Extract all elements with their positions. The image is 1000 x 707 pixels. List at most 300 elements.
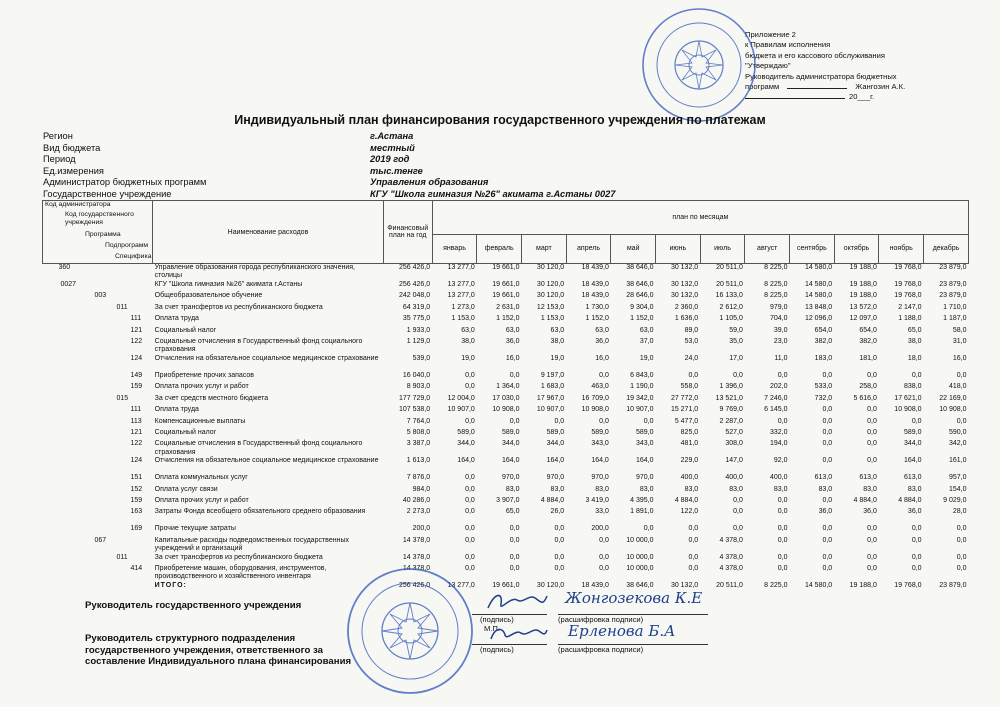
month-header: ноябрь: [879, 234, 924, 263]
month-value-cell: 18 439,0: [581, 264, 609, 271]
row-code: [43, 355, 153, 372]
row-code: [43, 457, 153, 474]
month-value-cell: 18 439,0: [581, 292, 609, 300]
page-title: Индивидуальный план финансирования государственного учреждения по платежам: [234, 113, 766, 127]
annual-total-cell: 3 387,0: [406, 440, 431, 448]
approval-line: Приложение 2: [745, 30, 796, 39]
month-value-cell: 1 891,0: [630, 508, 654, 516]
table-row: [43, 486, 969, 497]
month-value-cell: 19 188,0: [849, 292, 877, 300]
annual-total-cell: 7 876,0: [406, 474, 431, 482]
row-code: [43, 281, 153, 292]
expense-name: Капитальные расходы подведомственных государственных учреждений и организаций: [154, 536, 349, 553]
month-value-cell: 13 521,0: [715, 394, 743, 402]
month-value-cell: 0,0: [465, 383, 475, 391]
row-code: [43, 406, 153, 417]
annual-total-cell: 7 764,0: [406, 417, 431, 425]
month-value-cell: 0,0: [777, 525, 788, 533]
month-value-cell: 0,0: [867, 565, 877, 573]
month-value-cell: 36,0: [505, 337, 520, 345]
month-value-cell: 19 188,0: [849, 281, 877, 288]
month-value-cell: 0,0: [822, 525, 833, 533]
month-value-cell: 63,0: [461, 326, 475, 334]
month-value-cell: 30 132,0: [670, 281, 699, 288]
table-row: [43, 406, 969, 417]
month-value-cell: 13 848,0: [804, 303, 833, 311]
month-value-cell: 0,0: [822, 440, 833, 448]
row-code: [43, 264, 153, 282]
month-value-cell: 19 661,0: [492, 281, 520, 288]
month-value-cell: 308,0: [725, 440, 743, 448]
month-value-cell: 0,0: [777, 508, 788, 516]
row-code: [43, 429, 153, 440]
table-row: [43, 264, 969, 282]
total-month-cell: 14 580,0: [804, 582, 833, 590]
month-value-cell: 14 580,0: [804, 264, 833, 271]
month-value-cell: 6 145,0: [764, 406, 788, 414]
annual-total-cell: 107 538,0: [399, 406, 431, 414]
month-value-cell: 13 572,0: [849, 303, 877, 311]
code-header: [43, 201, 153, 264]
month-value-cell: 1 187,0: [943, 315, 967, 323]
expense-name: За счет трансфертов из республиканского бюджета: [154, 553, 323, 561]
month-value-cell: 24,0: [684, 354, 699, 362]
expense-name: Затраты Фонда всеобщего обязательного среднего образования: [154, 508, 366, 516]
expense-name: Оплата прочих услуг и работ: [154, 383, 249, 391]
month-value-cell: 16 133,0: [715, 292, 743, 300]
dept-title-line: государственного учреждения, ответственного за: [85, 644, 323, 656]
month-value-cell: 30 120,0: [536, 292, 565, 300]
dept-sign-line: [472, 644, 547, 654]
month-value-cell: 10 907,0: [536, 406, 565, 414]
month-value-cell: 2 147,0: [898, 303, 922, 311]
month-value-cell: 12 153,0: [536, 303, 565, 311]
month-value-cell: 83,0: [639, 485, 654, 493]
month-value-cell: 0,0: [465, 497, 475, 505]
row-code: [43, 418, 153, 429]
dept-title-line: Руководитель структурного подразделения: [85, 633, 296, 644]
month-value-cell: 30 132,0: [670, 292, 699, 300]
month-value-cell: 342,0: [948, 440, 967, 448]
month-value-cell: 53,0: [684, 337, 699, 345]
code-value: 0027: [60, 281, 77, 288]
month-value-cell: 19,0: [639, 354, 654, 362]
month-value-cell: 15 271,0: [670, 406, 699, 414]
month-value-cell: 589,0: [591, 428, 609, 436]
month-value-cell: 65,0: [505, 508, 520, 516]
code-value: 111: [130, 315, 142, 323]
month-value-cell: 970,0: [501, 474, 520, 482]
expense-name: Оплата услуг связи: [154, 485, 218, 493]
month-value-cell: 164,0: [457, 457, 475, 465]
month-value-cell: 161,0: [948, 457, 967, 465]
month-value-cell: 1 273,0: [451, 303, 475, 311]
month-value-cell: 10 000,0: [626, 536, 654, 544]
month-value-cell: 22 169,0: [939, 394, 967, 402]
month-value-cell: 589,0: [635, 428, 654, 436]
expense-name: Социальный налог: [154, 326, 217, 334]
month-value-cell: 28 646,0: [626, 292, 654, 300]
month-value-cell: 613,0: [904, 474, 922, 482]
month-value-cell: 0,0: [956, 417, 967, 425]
month-value-cell: 1 153,0: [540, 315, 565, 323]
approval-line: "Утверждаю": [745, 61, 791, 71]
expense-name: Отчисления на обязательное социальное медицинское страхование: [154, 354, 379, 362]
month-value-cell: 418,0: [948, 383, 967, 391]
month-value-cell: 23,0: [773, 337, 788, 345]
month-value-cell: 0,0: [465, 508, 475, 516]
meta-row: [43, 131, 943, 143]
month-value-cell: 0,0: [465, 371, 475, 379]
month-value-cell: 17 030,0: [492, 394, 520, 402]
month-value-cell: 19 188,0: [849, 264, 877, 271]
code-value: 152: [130, 485, 143, 493]
month-value-cell: 0,0: [688, 536, 699, 544]
month-value-cell: 0,0: [465, 553, 475, 561]
code-value: 011: [116, 303, 128, 311]
month-value-cell: 4 378,0: [719, 553, 743, 561]
month-value-cell: 0,0: [688, 525, 699, 533]
month-value-cell: 0,0: [554, 525, 565, 533]
month-value-cell: 970,0: [635, 474, 654, 482]
meta-label: Государственное учреждение: [43, 188, 172, 199]
month-value-cell: 732,0: [814, 394, 833, 402]
month-value-cell: 957,0: [948, 474, 967, 482]
month-value-cell: 154,0: [948, 485, 967, 493]
month-value-cell: 2 612,0: [719, 303, 743, 311]
month-value-cell: 19 768,0: [894, 281, 922, 288]
month-value-cell: 38,0: [550, 337, 565, 345]
month-value-cell: 14 580,0: [804, 281, 833, 288]
month-value-cell: 38,0: [907, 337, 922, 345]
month-value-cell: 39,0: [773, 326, 788, 334]
month-value-cell: 589,0: [457, 428, 475, 436]
month-value-cell: 0,0: [733, 371, 743, 379]
month-value-cell: 258,0: [859, 383, 877, 391]
expense-name: Оплата прочих услуг и работ: [154, 497, 249, 505]
month-value-cell: 0,0: [867, 553, 877, 561]
month-header: май: [611, 234, 656, 263]
month-value-cell: 13 277,0: [447, 264, 475, 271]
row-code: [43, 338, 153, 355]
meta-value: г.Астана: [370, 131, 414, 141]
meta-label: Вид бюджета: [43, 142, 101, 153]
month-header: апрель: [566, 234, 611, 263]
annual-total-cell: 242 048,0: [399, 292, 431, 300]
month-value-cell: 0,0: [822, 371, 833, 379]
month-value-cell: 200,0: [591, 525, 609, 533]
meta-label: Ед.измерения: [43, 165, 104, 176]
month-value-cell: 0,0: [509, 536, 520, 544]
expense-name: Компенсационные выплаты: [154, 417, 246, 425]
month-value-cell: 0,0: [822, 406, 833, 414]
month-value-cell: 83,0: [863, 485, 877, 493]
month-value-cell: 0,0: [822, 565, 833, 573]
month-header: август: [745, 234, 790, 263]
annual-total-cell: 2 273,0: [406, 508, 431, 516]
month-value-cell: 0,0: [956, 565, 967, 573]
expense-name: Общеобразовательное обучение: [154, 292, 263, 300]
month-value-cell: 0,0: [599, 565, 609, 573]
month-value-cell: 0,0: [822, 553, 833, 561]
expense-name: Социальные отчисления в Государственный фонд социального страхования: [154, 440, 363, 456]
month-value-cell: 30 132,0: [670, 264, 699, 271]
month-value-cell: 4 884,0: [898, 497, 922, 505]
month-value-cell: 23 879,0: [939, 292, 967, 300]
month-value-cell: 1 636,0: [674, 315, 699, 323]
dept-name-caption: (расшифровка подписи): [558, 645, 644, 654]
month-value-cell: 332,0: [770, 428, 788, 436]
month-value-cell: 19 661,0: [492, 264, 520, 271]
code-value: 414: [130, 565, 143, 573]
month-value-cell: 0,0: [777, 536, 788, 544]
month-value-cell: 0,0: [867, 428, 877, 436]
approval-line: к Правилам исполнения: [745, 40, 831, 50]
row-code: [43, 315, 153, 326]
month-value-cell: 0,0: [554, 553, 565, 561]
code-value: 163: [130, 508, 143, 516]
month-value-cell: 8 225,0: [764, 281, 788, 288]
month-value-cell: 23 879,0: [939, 281, 967, 288]
expense-name: За счет средств местного бюджета: [154, 394, 269, 402]
annual-total-cell: 40 286,0: [402, 497, 431, 505]
name-header: Наименование расходов: [153, 201, 384, 264]
month-value-cell: 0,0: [867, 525, 877, 533]
total-month-cell: 19 661,0: [492, 582, 520, 590]
meta-row: [43, 143, 943, 155]
meta-value: 2019 год: [370, 154, 410, 165]
total-month-cell: 19 188,0: [849, 582, 877, 590]
month-value-cell: 10 908,0: [894, 406, 922, 414]
table-row: [43, 457, 969, 474]
month-value-cell: 4 378,0: [719, 536, 743, 544]
code-value: 159: [130, 497, 143, 505]
month-value-cell: 0,0: [911, 536, 922, 544]
annual-total-cell: 984,0: [412, 485, 431, 493]
dept-handwritten-name: Ерленова Б.А: [568, 622, 676, 640]
annual-total-cell: 64 319,0: [402, 303, 431, 311]
annual-total-cell: 35 775,0: [402, 315, 431, 323]
month-value-cell: 17 967,0: [536, 394, 565, 402]
month-value-cell: 0,0: [956, 536, 967, 544]
code-header-institution: Код государственного учреждения: [65, 211, 134, 226]
month-value-cell: 463,0: [591, 383, 609, 391]
month-value-cell: 838,0: [904, 383, 922, 391]
code-value: 121: [130, 428, 143, 436]
table-row: [43, 315, 969, 326]
month-value-cell: 0,0: [688, 565, 699, 573]
table-row: [43, 497, 969, 508]
month-value-cell: 0,0: [867, 457, 877, 465]
month-value-cell: 0,0: [465, 536, 475, 544]
month-value-cell: 10 000,0: [626, 553, 654, 561]
financing-plan-table: [42, 200, 969, 594]
table-row: [43, 554, 969, 565]
month-value-cell: 9 769,0: [719, 406, 743, 414]
expense-name: Приобретение прочих запасов: [154, 371, 254, 379]
month-value-cell: 19,0: [550, 354, 565, 362]
total-month-cell: 23 879,0: [939, 582, 967, 590]
month-value-cell: 0,0: [867, 417, 877, 425]
month-value-cell: 6 843,0: [630, 371, 654, 379]
meta-row: [43, 166, 943, 178]
total-month-cell: 30 120,0: [536, 582, 565, 590]
month-value-cell: 0,0: [822, 536, 833, 544]
month-value-cell: 65,0: [907, 326, 922, 334]
month-value-cell: 400,0: [680, 474, 699, 482]
code-value: 003: [94, 292, 107, 300]
month-value-cell: 164,0: [635, 457, 654, 465]
table-row: [43, 508, 969, 525]
month-value-cell: 527,0: [725, 428, 743, 436]
month-value-cell: 7 246,0: [764, 394, 788, 402]
month-value-cell: 63,0: [639, 326, 654, 334]
month-value-cell: 481,0: [680, 440, 699, 448]
month-header: декабрь: [924, 234, 969, 263]
official-stamp-bottom: [345, 565, 475, 697]
month-value-cell: 202,0: [770, 383, 788, 391]
month-value-cell: 0,0: [599, 553, 609, 561]
row-code: [43, 327, 153, 338]
stamp-place-label: М.П.: [484, 624, 501, 633]
table-row: [43, 292, 969, 303]
month-value-cell: 92,0: [773, 457, 788, 465]
month-value-cell: 63,0: [595, 326, 609, 334]
table-row: [43, 525, 969, 536]
total-month-cell: 19 768,0: [894, 582, 922, 590]
month-value-cell: 10 908,0: [939, 406, 967, 414]
month-value-cell: 0,0: [554, 417, 565, 425]
code-value: 124: [130, 457, 143, 465]
month-value-cell: 654,0: [859, 326, 877, 334]
month-value-cell: 58,0: [952, 326, 967, 334]
month-value-cell: 5 616,0: [853, 394, 877, 402]
row-code: [43, 497, 153, 508]
expense-name: Оплата труда: [154, 406, 199, 414]
month-value-cell: 20 511,0: [716, 281, 743, 288]
month-value-cell: 18 439,0: [581, 281, 609, 288]
month-value-cell: 28,0: [952, 508, 967, 516]
month-value-cell: 0,0: [688, 553, 699, 561]
table-row: [43, 304, 969, 315]
meta-label: Регион: [43, 131, 73, 141]
total-month-cell: 13 277,0: [447, 582, 475, 590]
month-value-cell: 343,0: [635, 440, 654, 448]
code-value: 360: [58, 264, 71, 271]
month-value-cell: 38 646,0: [626, 281, 654, 288]
months-header: план по месяцам: [432, 201, 968, 235]
month-header: октябрь: [834, 234, 879, 263]
meta-row: [43, 154, 943, 166]
month-value-cell: 0,0: [777, 497, 788, 505]
month-value-cell: 26,0: [550, 508, 565, 516]
month-value-cell: 83,0: [818, 485, 833, 493]
meta-row: [43, 177, 943, 189]
month-value-cell: 12 097,0: [849, 315, 877, 323]
month-value-cell: 613,0: [814, 474, 833, 482]
month-value-cell: 2 287,0: [719, 417, 743, 425]
meta-value: местный: [370, 142, 415, 153]
month-value-cell: 83,0: [550, 485, 565, 493]
month-value-cell: 4 884,0: [540, 497, 565, 505]
month-value-cell: 0,0: [465, 565, 475, 573]
month-value-cell: 0,0: [777, 553, 788, 561]
month-value-cell: 30 120,0: [536, 264, 565, 271]
code-value: 159: [130, 383, 143, 391]
head-handwritten-name: Жонгозекова К.Е: [565, 589, 703, 607]
month-value-cell: 0,0: [733, 497, 743, 505]
expense-name: За счет трансфертов из республиканского бюджета: [154, 303, 323, 311]
annual-total-cell: 1 613,0: [406, 457, 431, 465]
month-value-cell: 9 029,0: [943, 497, 967, 505]
meta-value: КГУ "Школа гимназия №26" акимата г.Астаны 0027: [370, 188, 616, 199]
code-value: 113: [130, 417, 142, 425]
annual-total-cell: 8 903,0: [406, 383, 431, 391]
month-value-cell: 0,0: [911, 525, 922, 533]
month-value-cell: 12 096,0: [804, 315, 833, 323]
month-value-cell: 400,0: [770, 474, 788, 482]
month-value-cell: 164,0: [501, 457, 520, 465]
code-header-specifics: Специфика: [115, 253, 152, 260]
table-row: [43, 395, 969, 406]
month-value-cell: 0,0: [509, 417, 520, 425]
month-value-cell: 19 768,0: [894, 292, 922, 300]
month-value-cell: 344,0: [457, 440, 475, 448]
month-header: сентябрь: [790, 234, 835, 263]
row-code: [43, 554, 153, 565]
month-value-cell: 344,0: [546, 440, 565, 448]
month-value-cell: 970,0: [546, 474, 565, 482]
month-value-cell: 83,0: [729, 485, 743, 493]
month-value-cell: 147,0: [725, 457, 743, 465]
month-value-cell: 0,0: [777, 371, 788, 379]
annual-total-cell: 14 378,0: [402, 565, 431, 573]
month-value-cell: 344,0: [501, 440, 520, 448]
month-value-cell: 8 225,0: [764, 264, 788, 271]
code-value: 151: [130, 474, 143, 482]
annual-total-cell: 1 933,0: [406, 326, 431, 334]
month-value-cell: 0,0: [599, 417, 609, 425]
row-code: [43, 525, 153, 536]
document-metadata: [43, 131, 943, 201]
month-value-cell: 0,0: [777, 565, 788, 573]
code-value: 015: [116, 394, 129, 402]
month-value-cell: 3 907,0: [496, 497, 520, 505]
meta-value: Управления образования: [370, 177, 489, 188]
month-value-cell: 400,0: [725, 474, 743, 482]
month-value-cell: 9 304,0: [630, 303, 654, 311]
month-value-cell: 10 000,0: [626, 565, 654, 573]
month-header: июль: [700, 234, 745, 263]
table-row: [43, 372, 969, 383]
month-value-cell: 63,0: [550, 326, 565, 334]
code-value: 011: [116, 553, 128, 561]
month-value-cell: 0,0: [867, 440, 877, 448]
month-value-cell: 4 884,0: [853, 497, 877, 505]
month-value-cell: 0,0: [465, 525, 475, 533]
month-value-cell: 37,0: [639, 337, 654, 345]
month-value-cell: 3 419,0: [585, 497, 609, 505]
row-code: [43, 395, 153, 406]
month-value-cell: 382,0: [814, 337, 833, 345]
month-value-cell: 0,0: [822, 497, 833, 505]
month-value-cell: 0,0: [554, 536, 565, 544]
month-value-cell: 0,0: [911, 553, 922, 561]
month-value-cell: 33,0: [595, 508, 609, 516]
official-stamp-top: [640, 5, 758, 125]
approval-line: бюджета и его кассового обслуживания: [745, 50, 885, 60]
row-code: [43, 304, 153, 315]
